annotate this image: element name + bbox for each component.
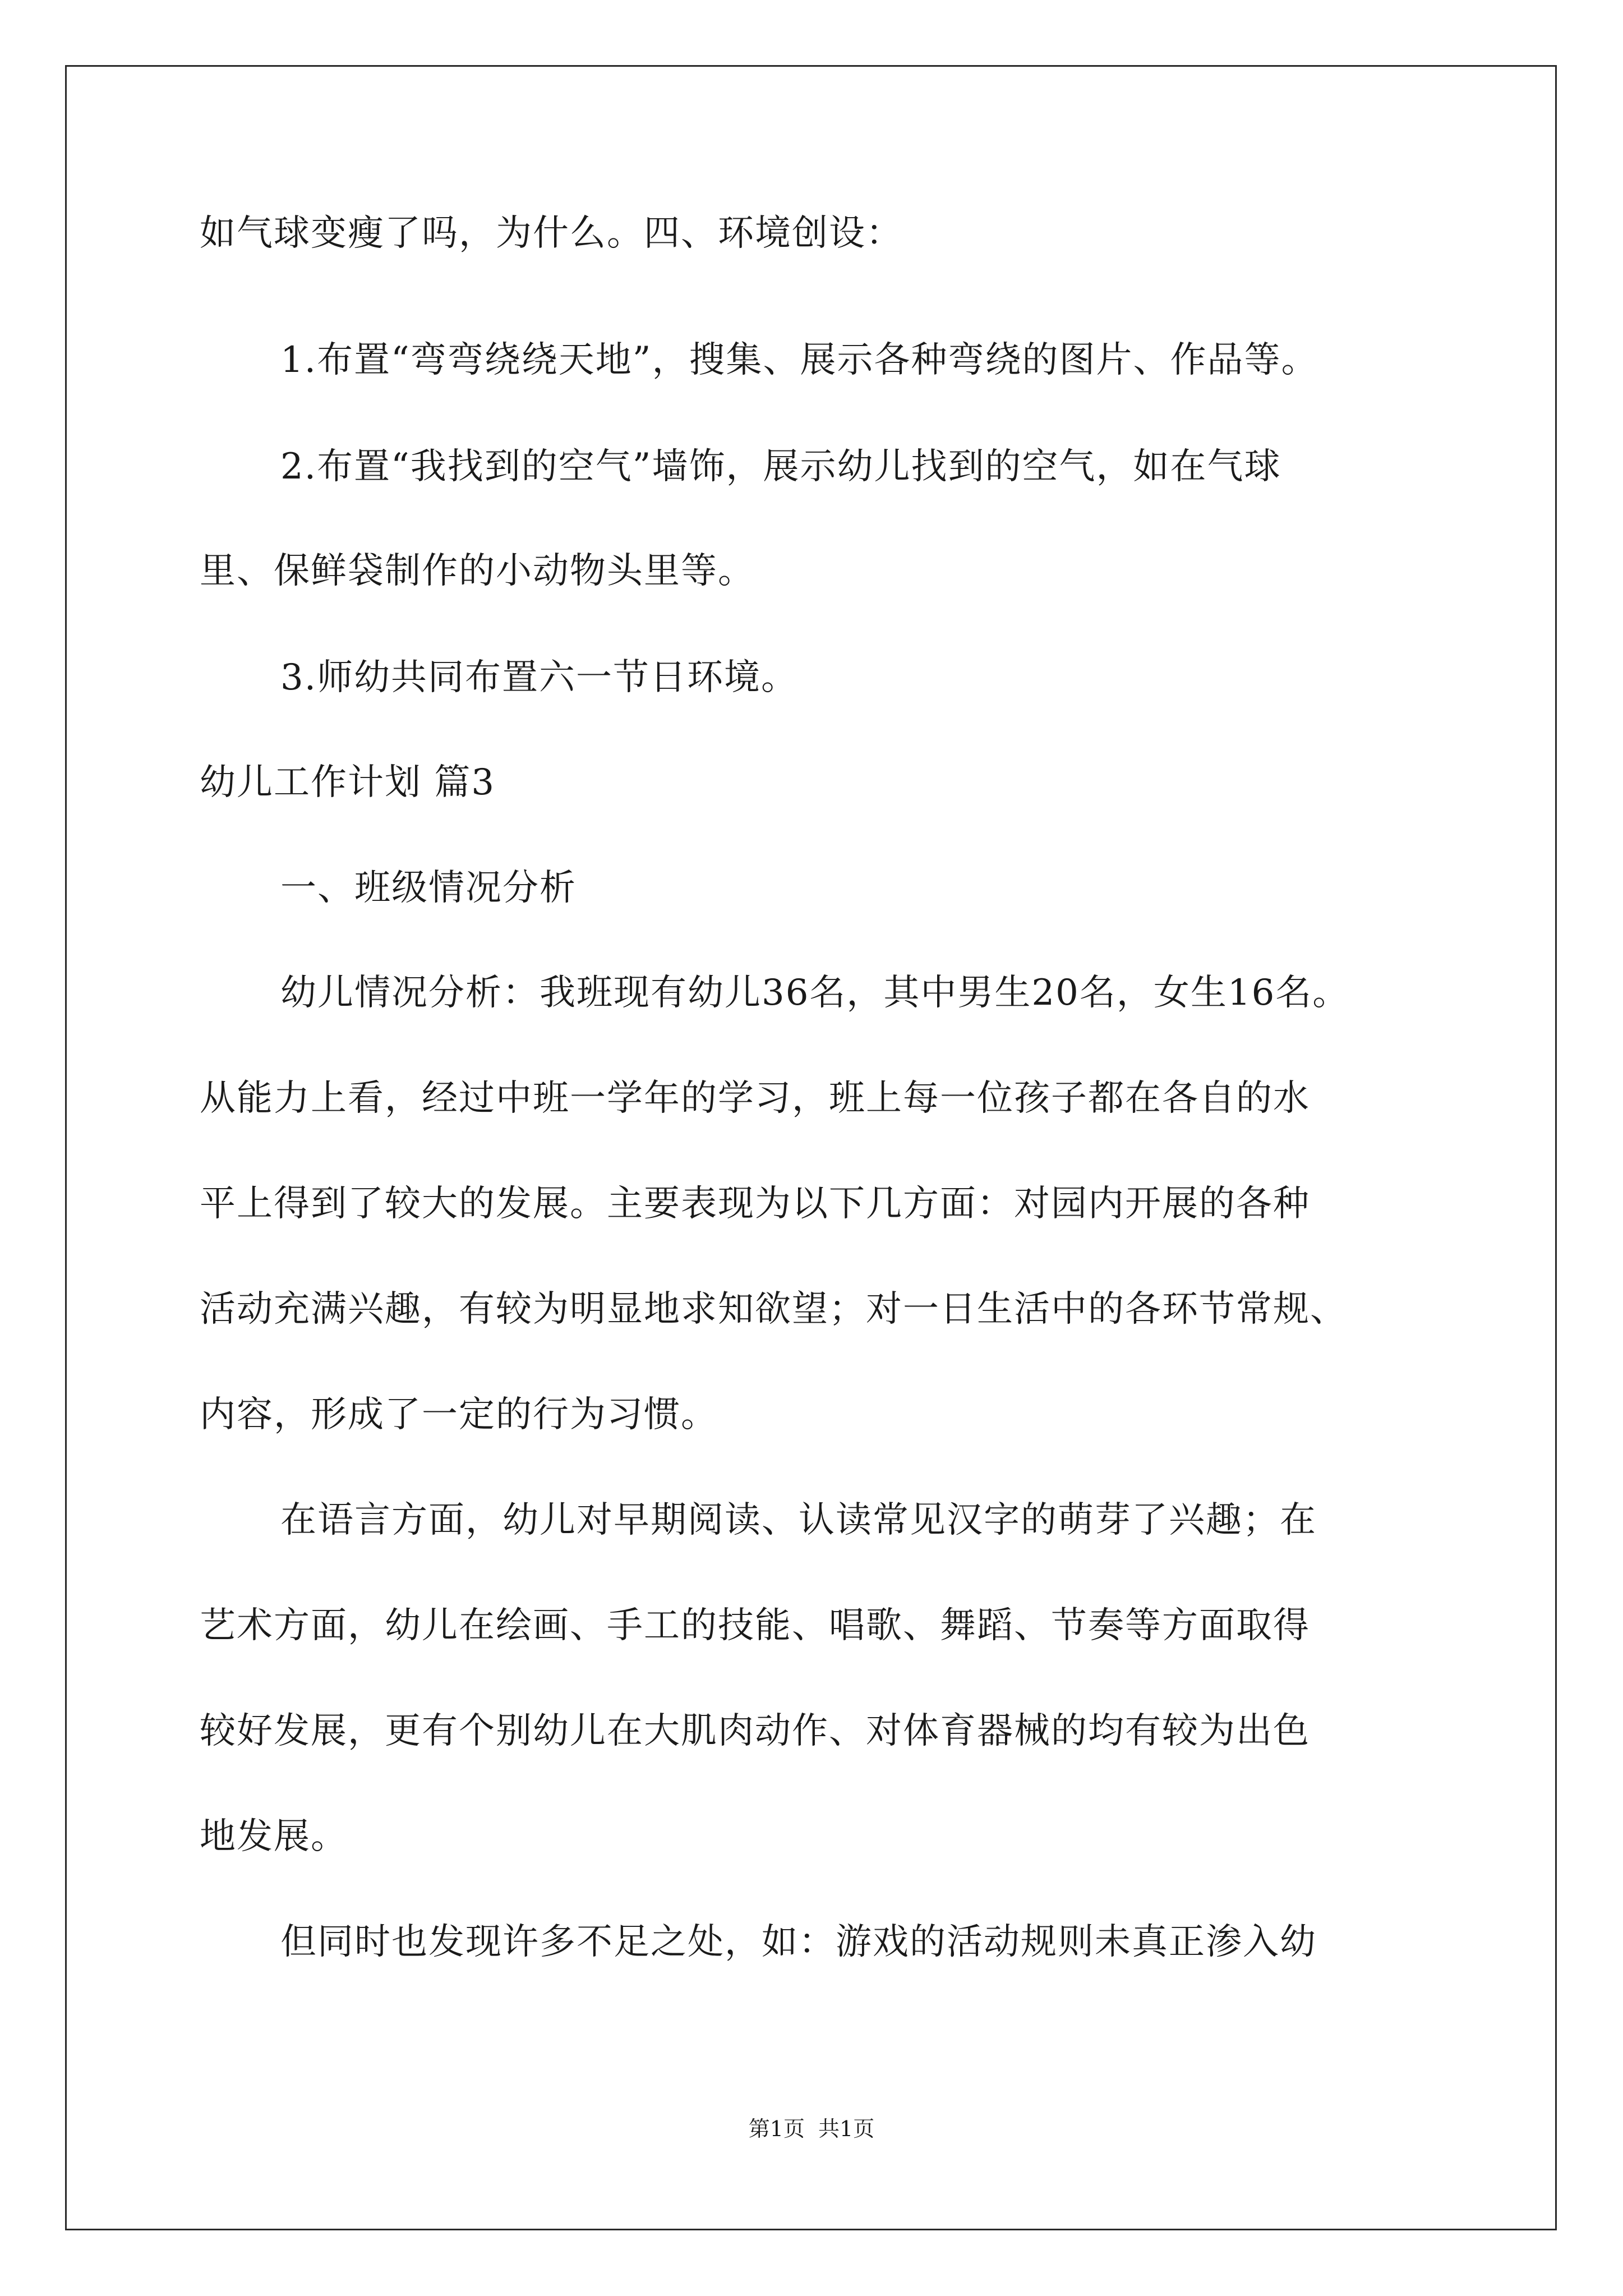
text-line: 3.师幼共同布置六一节日环境。 (280, 657, 799, 698)
text-line: 艺术方面，幼儿在绘画、手工的技能、唱歌、舞蹈、节奏等方面取得 (200, 1605, 1310, 1646)
text-line: 如气球变瘦了吗，为什么。四、环境创设： (200, 213, 903, 254)
text-line: 幼儿情况分析：我班现有幼儿36名，其中男生20名，女生16名。 (280, 972, 1350, 1014)
text-line: 从能力上看，经过中班一学年的学习，班上每一位孩子都在各自的水 (200, 1078, 1310, 1119)
text-line: 1.布置“弯弯绕绕天地”，搜集、展示各种弯绕的图片、作品等。 (280, 339, 1318, 381)
section-heading: 幼儿工作计划 篇3 (200, 762, 496, 803)
text-line: 内容，形成了一定的行为习惯。 (200, 1394, 718, 1435)
text-line: 地发展。 (200, 1816, 348, 1857)
page-border (65, 65, 1557, 2230)
text-line: 较好发展，更有个别幼儿在大肌肉动作、对体育器械的均有较为出色 (200, 1710, 1310, 1752)
page-footer (0, 2115, 1623, 2143)
text-line: 但同时也发现许多不足之处，如：游戏的活动规则未真正渗入幼 (280, 1921, 1317, 1963)
text-line: 一、班级情况分析 (280, 867, 577, 909)
page-number: 第1页 (748, 2116, 805, 2141)
text-line: 2.布置“我找到的空气”墙饰，展示幼儿找到的空气，如在气球 (280, 446, 1281, 487)
text-line: 在语言方面，幼儿对早期阅读、认读常见汉字的萌芽了兴趣；在 (280, 1499, 1317, 1541)
text-line: 活动充满兴趣，有较为明显地求知欲望；对一日生活中的各环节常规、 (200, 1289, 1347, 1330)
text-line: 平上得到了较大的发展。主要表现为以下几方面：对园内开展的各种 (200, 1183, 1310, 1225)
page-total: 共1页 (818, 2116, 875, 2141)
text-line: 里、保鲜袋制作的小动物头里等。 (200, 550, 755, 592)
